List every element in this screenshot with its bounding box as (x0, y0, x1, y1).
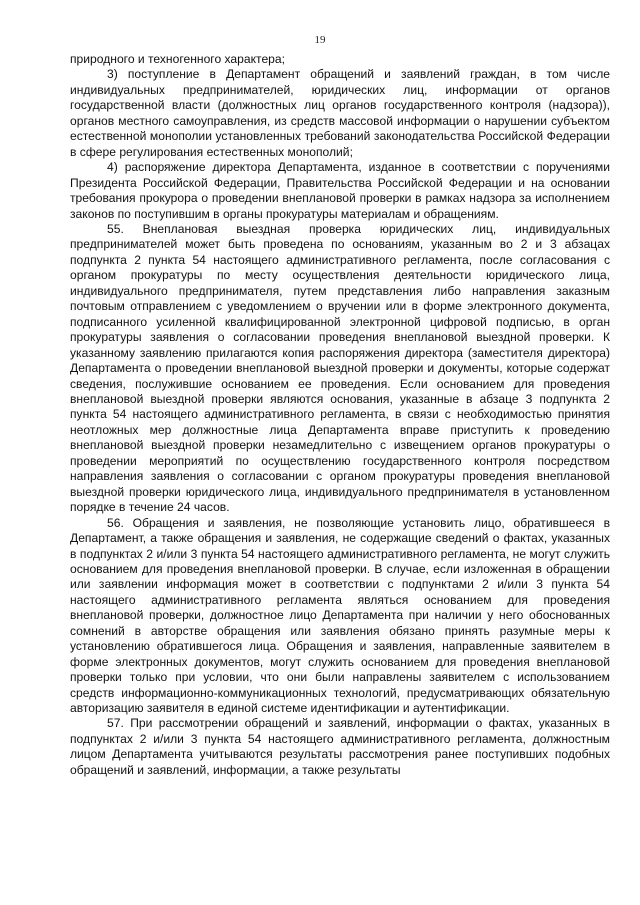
paragraph-item-3: 3) поступление в Департамент обращений и заявлений граждан, в том числе индивидуальных предпринимателей, юридических лиц, информации от органов государственной власти (должностных лиц органов государственного контроля (надзора)), органов местного самоуправления, из средств массовой информации о нарушении субъектом естественной монополии установленных требований законодательства Российской Федерации в сфере регулирования естественных монополий; (70, 67, 610, 159)
paragraph-57: 57. При рассмотрении обращений и заявлений, информации о фактах, указанных в подпунктах 2 и/или 3 пункта 54 настоящего административного регламента, должностным лицом Департамента учитываются результаты рассмотрения ранее поступивших подобных обращений и заявлений, информации, а также результаты (70, 716, 610, 777)
paragraph-continuation: природного и техногенного характера; (70, 52, 285, 66)
paragraph-55: 55. Внеплановая выездная проверка юридических лиц, индивидуальных предпринимателей может быть проведена по основаниям, указанным во 2 и 3 абзацах подпункта 2 пункта 54 настоящего административного регламента, после согласования с органом прокуратуры по месту осуществления деятельности юридического лица, индивидуального предпринимателя, путем представления либо направления заказным почтовым отправлением с уведомлением о вручении или в форме электронного документа, подписанного усиленной квалифицированной электронной цифровой подписью, в орган прокуратуры заявления о согласовании проведения внеплановой выездной проверки. К указанному заявлению прилагаются копия распоряжения директора (заместителя директора) Департамента о проведении внеплановой выездной проверки и документы, которые содержат сведения, послужившие основанием ее проведения. Если основанием для проведения внеплановой выездной проверки являются основания, указанные в абзаце 3 подпункта 2 пункта 54 настоящего административного регламента, в связи с необходимостью принятия неотложных мер должностные лица Департамента вправе приступить к проведению внеплановой выездной проверки незамедлительно с извещением органов прокуратуры о проведении мероприятий по осуществлению государственного контроля посредством направления заявления о согласовании с органом прокуратуры проведения внеплановой выездной проверки юридического лица, индивидуального предпринимателя в установленном порядке в течение 24 часов. (70, 221, 610, 515)
page-number: 19 (314, 34, 326, 46)
paragraph-item-4: 4) распоряжение директора Департамента, изданное в соответствии с поручениями Президента Российской Федерации, Правительства Российской Федерации и на основании требования прокурора о проведении внеплановой проверки в рамках надзора за исполнением законов по поступившим в органы прокуратуры материалам и обращениям. (70, 160, 610, 221)
paragraph-56: 56. Обращения и заявления, не позволяющие установить лицо, обратившееся в Департамент, а также обращения и заявления, не содержащие сведений о фактах, указанных в подпунктах 2 и/или 3 пункта 54 настоящего административного регламента, не могут служить основанием для проведения внеплановой проверки. В случае, если изложенная в обращении или заявлении информация может в соответствии с подпунктами 2 и/или 3 пункта 54 настоящего административного регламента являться основанием для проведения внеплановой проверки, должностное лицо Департамента при наличии у него обоснованных сомнений в авторстве обращения или заявления обязано принять разумные меры к установлению обратившегося лица. Обращения и заявления, направленные заявителем в форме электронных документов, могут служить основанием для проведения внеплановой проверки только при условии, что они были направлены заявителем с использованием средств информационно-коммуникационных технологий, предусматривающих обязательную авторизацию заявителя в единой системе идентификации и аутентификации. (70, 515, 610, 716)
document-body (70, 52, 610, 778)
